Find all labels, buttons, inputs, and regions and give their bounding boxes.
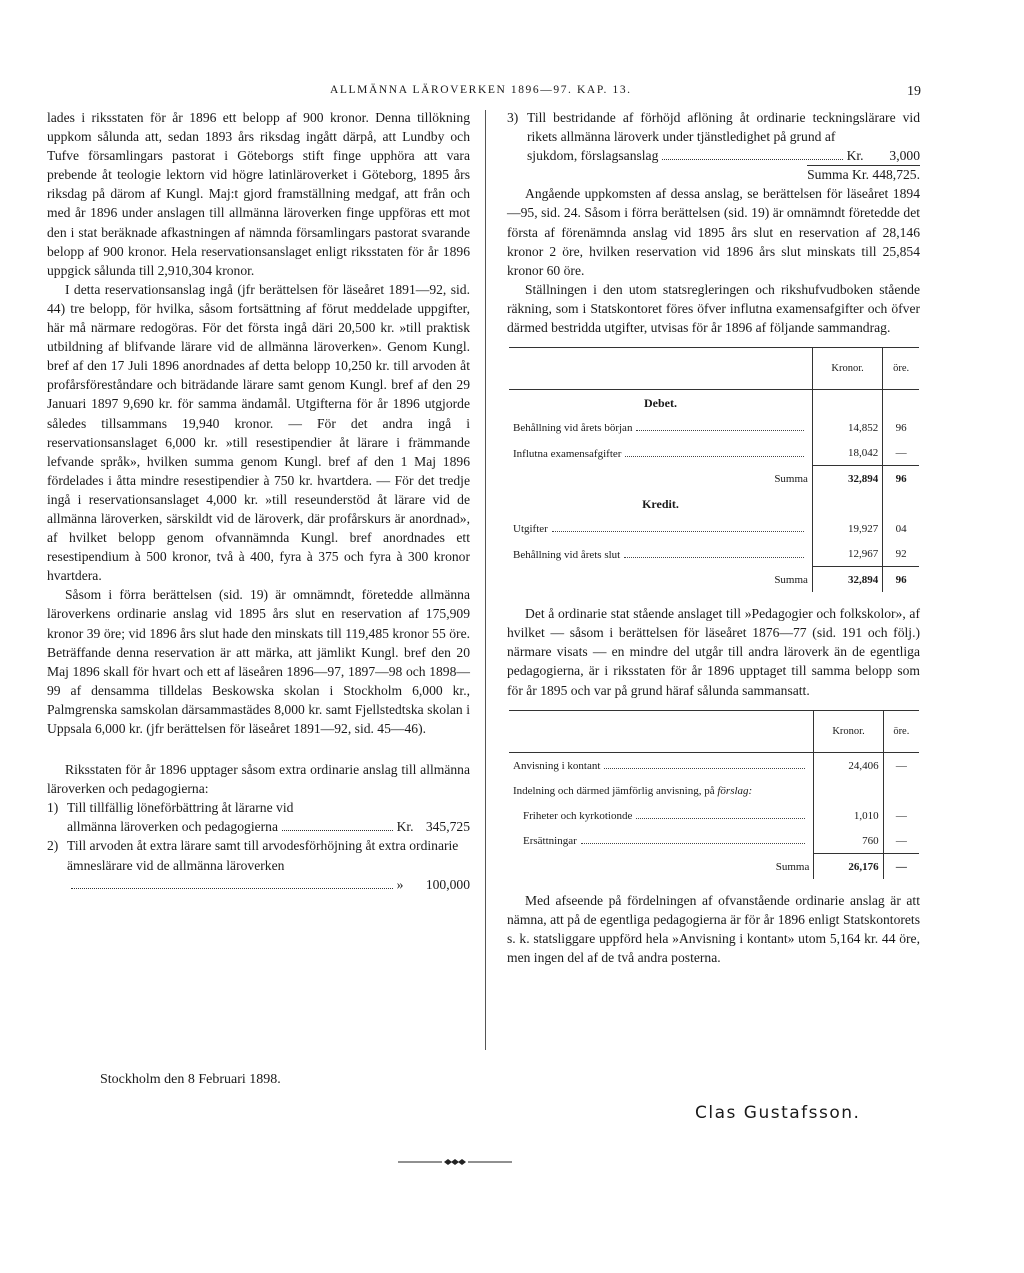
dot-leader <box>71 888 393 889</box>
summa-kronor: 32,894 <box>812 567 882 593</box>
empty-cell <box>883 390 919 416</box>
right-paragraph-2: Ställningen i den utom statsregleringen och rikshufvudboken stående räkning, som i Statskontoret föres öfver influtna examensafgifter och öfver därmed bestridda utgifter, utvisas för år 1896 af följande sammandrag. <box>507 281 920 336</box>
dot-leader <box>662 159 842 160</box>
item-number: 2) <box>47 838 59 854</box>
dot-leader <box>581 843 806 844</box>
row-label: Behållning vid årets slut <box>513 548 621 561</box>
table-row <box>509 516 919 541</box>
summa-total-text: Summa Kr. 448,725. <box>807 167 920 183</box>
dot-leader <box>636 818 805 819</box>
dot-leader <box>604 768 805 769</box>
row-ore: — <box>883 440 919 466</box>
currency: Kr. <box>396 819 414 835</box>
table-row <box>509 415 919 440</box>
pedagogier-table <box>509 710 919 879</box>
table-row <box>509 778 919 803</box>
item-text: Till tillfällig löneförbättring åt lärarne vid <box>67 800 294 816</box>
table-row <box>509 752 919 778</box>
item-amount <box>397 875 470 894</box>
item-number: 1) <box>47 800 59 816</box>
row-label: Anvisning i kontant <box>513 759 601 772</box>
item-leader-line <box>67 817 470 836</box>
table-row-summa <box>509 853 919 879</box>
row-label: Ersättningar <box>523 835 577 848</box>
summa-label: Summa <box>775 860 810 873</box>
row-kronor: 14,852 <box>812 415 882 440</box>
left-column <box>47 108 470 894</box>
row-label: Friheter och kyrkotionde <box>523 809 633 822</box>
table-row <box>509 803 919 828</box>
table-header-row <box>509 710 919 752</box>
table-row <box>509 828 919 854</box>
table-row <box>509 541 919 567</box>
row-label: Behållning vid årets början <box>513 422 633 435</box>
summa-label: Summa <box>774 473 808 486</box>
section-kredit: Kredit. <box>642 497 679 512</box>
page-number: 19 <box>907 84 921 99</box>
row-kronor: 24,406 <box>814 752 883 778</box>
summa-ore: 96 <box>895 574 907 587</box>
item-amount-line <box>67 875 470 894</box>
col-kronor-header: Kronor. <box>812 348 882 390</box>
dot-leader <box>625 456 804 457</box>
item-amount <box>397 817 470 836</box>
spacer <box>47 738 470 760</box>
row-ore: 92 <box>883 541 919 567</box>
right-paragraph-4: Med afseende på fördelningen af ofvanstående ordinarie anslag är att nämna, att på de egentliga pedagogierna är för år 1896 enligt Statskontorets s. k. statsliggare uppförd hela »Anvisning i kontant» utom 5,164 kr. 44 öre, men ingen del af de två andra posterna. <box>507 892 920 965</box>
amount-value: 100,000 <box>425 876 470 892</box>
amount-value: 3,000 <box>889 148 920 164</box>
currency: Kr. <box>846 148 864 164</box>
dot-leader <box>282 830 393 831</box>
row-ore: 96 <box>895 422 907 435</box>
header-label-cell <box>509 710 814 752</box>
col-ore-header: öre. <box>883 348 919 390</box>
row-kronor: 18,042 <box>812 440 882 466</box>
item-text: Till bestridande af förhöjd aflöning åt ordinarie teckningslärare vid rikets allmänna läroverk under tjänstledighet på grund af <box>527 110 920 145</box>
signature: Clas Gustafsson. <box>695 1103 861 1123</box>
left-paragraph-3: Såsom i förra berättelsen (sid. 19) är omnämndt, företedde allmänna läroverkens ordinarie anslag vid 1895 års slut en reservation af 175,909 kronor 39 öre; vid 1896 års slut hade den minskats till 119,485 kronor 55 öre. Beträffande denna reservation är att märka, att jämlikt Kungl. bref den 20 Maj 1896 skall för hvart och ett af läseåren 1896—97, 1897—98 och 1898—99 af densamma tilldelas Beskowska skolan i Stockholm 6,000 kr., Palmgrenska samskolan därsammastädes 8,000 kr. samt Fjellstedtska skolan i Uppsala 6,000 kr. (jfr berättelsen för läseåret 1891—92, sid. 45—46). <box>47 587 470 736</box>
examination-fees-table <box>509 347 919 592</box>
row-label: Influtna examensafgifter <box>513 447 622 460</box>
row-ore: — <box>883 828 919 854</box>
column-divider <box>485 110 486 1050</box>
table-row <box>509 491 919 516</box>
summa-total <box>507 165 920 184</box>
appropriation-item-3 <box>507 108 920 165</box>
item-leader-line <box>527 146 920 165</box>
item-leader-line <box>67 836 470 874</box>
table-row-summa <box>509 466 919 492</box>
summa-kronor: 32,894 <box>812 466 882 492</box>
header-label-cell <box>509 348 812 390</box>
item-number: 3) <box>507 110 519 125</box>
col-kronor-header: Kronor. <box>814 710 883 752</box>
appropriation-item-1 <box>47 798 470 836</box>
right-paragraph-3: Det å ordinarie stat stående anslaget till »Pedagogier och folkskolor», af hvilket — såsom i berättelsen för läseåret 1876—77 (sid. 191 och följ.) närmare visats — en mindre del utgår till andra läroverk än de egentliga pedagogierna, är i riksstaten för år 1896 upptaget till samma belopp som för år 1895 och var på grund häraf sålunda sammansatt. <box>507 606 920 698</box>
empty-cell <box>883 491 919 516</box>
row-kronor: 12,967 <box>812 541 882 567</box>
section-debet: Debet. <box>643 396 677 411</box>
dot-leader <box>552 531 804 532</box>
ornament-divider <box>398 1158 512 1166</box>
right-column <box>507 108 920 967</box>
row-kronor: 760 <box>814 828 883 854</box>
row-label-italic: förslag: <box>717 784 753 797</box>
row-kronor: 1,010 <box>814 803 883 828</box>
empty-cell <box>883 778 919 803</box>
summa-ore: — <box>895 860 907 873</box>
row-ore: — <box>895 759 907 772</box>
row-ore: — <box>895 809 907 822</box>
empty-cell <box>812 390 882 416</box>
amount-value: 345,725 <box>425 819 470 835</box>
summa-label: Summa <box>774 574 808 587</box>
date-line: Stockholm den 8 Februari 1898. <box>100 1072 281 1087</box>
currency: » <box>396 876 404 892</box>
table-row-summa <box>509 567 919 593</box>
item-text-last: sjukdom, förslagsanslag <box>527 148 659 164</box>
left-paragraph-2: I detta reservationsanslag ingå (jfr berättelsen för läseåret 1891—92, sid. 44) tre belopp, för hvilka, såsom fortsättning af förut meddelade uppgifter, här må närmare redogöras. För det första ingå däri 20,500 kr. »till praktisk utbildning af blifvande lärare vid de allmänna läroverken». Genom Kungl. bref af den 17 Juli 1896 anordnades af detta belopp 10,250 kr. till arvoden åt profårsföreståndare och biträdande lärare samt genom Kungl. bref af den 29 Januari 1897 9,690 kr. för samma ändamål. Utgifterna för år 1896 utgjorde således tillsammans 19,940 kronor. — För det andra ingå i reservationsanslaget 6,000 kr. »till resestipendier åt lärare i främmande lefvande språk», hvilken summa genom Kungl. bref af den 1 Maj 1896 fördelades i åtta mindre resestipendier à 750 kr. hvartdera. — För det tredje ingå i reservationsanslaget 4,000 kr. »till reseunderstöd åt lärare vid de allmänna läroverken, särskildt vid de läroverk, där profårskurs är anordnad», af hvilket belopp genom ofvannämnda Kungl. bref anordnades ett resestipendium à 500 kronor, två à 400, fyra à 375 och fyra à 300 kronor hvartdera. <box>47 281 470 584</box>
dot-leader <box>624 557 804 558</box>
item-text-last: allmänna läroverken och pedagogierna <box>67 819 278 835</box>
summa-ore: 96 <box>895 473 907 486</box>
dot-leader <box>636 430 803 431</box>
summa-kronor: 26,176 <box>814 853 883 879</box>
left-paragraph-4: Riksstaten för år 1896 upptager såsom extra ordinarie anslag till allmänna läroverken och pedagogierna: <box>47 762 470 797</box>
table-row <box>509 440 919 466</box>
item-text: Till arvoden åt extra lärare samt till arvodesförhöjning åt extra ordinarie ämneslärare vid de allmänna läroverken <box>67 838 459 873</box>
table-header-row <box>509 348 919 390</box>
row-label: Indelning och därmed jämförlig anvisning, på <box>513 784 715 797</box>
running-title: ALLMÄNNA LÄROVERKEN 1896—97. KAP. 13. <box>330 84 632 96</box>
row-ore: 04 <box>895 523 907 536</box>
col-ore-header: öre. <box>883 710 919 752</box>
row-label: Utgifter <box>513 523 548 536</box>
row-kronor: 19,927 <box>812 516 882 541</box>
item-amount <box>847 146 920 165</box>
right-paragraph-1: Angående uppkomsten af dessa anslag, se berättelsen för läseåret 1894—95, sid. 24. Såsom i förra berättelsen (sid. 19) är omnämndt företedde det första af förenämnda anslag vid 1895 års slut en reservation af 28,146 kronor 2 öre, hvilken reservation vid 1896 års slut minskats till 25,854 kronor 60 öre. <box>507 186 920 278</box>
appropriation-item-2 <box>47 836 470 893</box>
empty-cell <box>812 491 882 516</box>
left-paragraph-1: lades i riksstaten för år 1896 ett belopp af 900 kronor. Denna tillökning uppkom sålunda att, sedan 1893 års riksdag ingått därpå, att Lundby och Tufve församlingars pastorat i Göteborgs stift finge upphöra att vara prebende åt teologie lektorn vid högre latinläroverket i Göteborg, 1895 års riksdag på därom af Kungl. Maj:t gjord framställning medgaf, att från och med år 1896 under anslagen till allmänna läroverken finge uppföras ett mot den i stat beräknade afkastningen af nämnda församlingars pastorat svarande belopp af 900 kronor. Hela reservationsanslaget enligt riksstaten för år 1896 uppgick sålunda till 2,910,304 kronor. <box>47 110 470 278</box>
empty-cell <box>814 778 883 803</box>
table-row <box>509 390 919 416</box>
